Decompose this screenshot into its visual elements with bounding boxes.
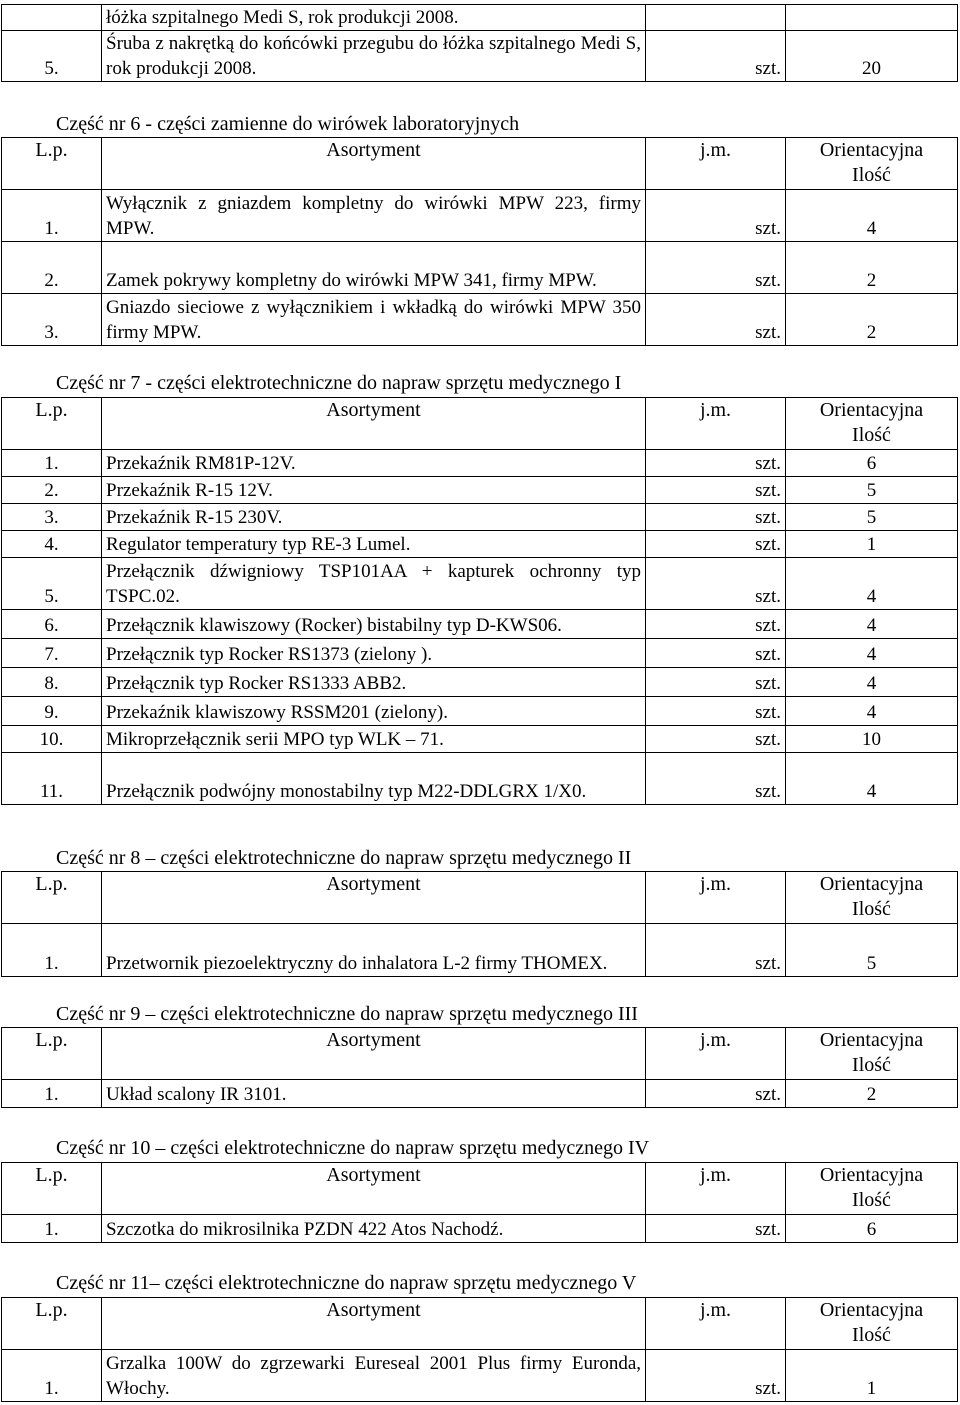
item-quantity: 5 [786,477,958,504]
item-description: Przekaźnik R-15 230V. [102,504,646,531]
table-header-row [2,1163,958,1215]
header-lp: L.p. [2,872,102,924]
table-header-row [2,398,958,450]
item-quantity: 6 [786,450,958,477]
item-unit: szt. [646,31,786,82]
item-quantity: 4 [786,190,958,242]
item-number: 6. [2,610,102,639]
item-description: Przetwornik piezoelektryczny do inhalatora L-2 firmy THOMEX. [102,924,646,977]
section-title: Część nr 7 - części elektrotechniczne do napraw sprzętu medycznego I [56,372,622,394]
header-quantity-line2: Ilość [852,1324,891,1346]
item-quantity: 4 [786,610,958,639]
item-quantity: 6 [786,1215,958,1243]
section-title: Część nr 10 – części elektrotechniczne do napraw sprzętu medycznego IV [56,1137,650,1159]
item-description: Gniazdo sieciowe z wyłącznikiem i wkładką do wirówki MPW 350 firmy MPW. [102,294,646,346]
header-quantity [786,398,958,450]
item-description: Grzalka 100W do zgrzewarki Eureseal 2001 Plus firmy Euronda, Włochy. [102,1350,646,1402]
item-unit: szt. [646,190,786,242]
item-number: 7. [2,639,102,668]
item-quantity: 4 [786,639,958,668]
item-number: 8. [2,668,102,697]
header-lp: L.p. [2,1163,102,1215]
header-asortyment: Asortyment [102,138,646,190]
item-quantity: 10 [786,726,958,753]
header-quantity-line1: Orientacyjna [819,399,924,421]
item-number: 2. [2,242,102,294]
item-unit: szt. [646,558,786,610]
header-asortyment: Asortyment [102,1298,646,1350]
item-quantity: 4 [786,753,958,805]
item-number: 1. [2,924,102,977]
item-unit: szt. [646,726,786,753]
item-unit: szt. [646,531,786,558]
header-quantity [786,1028,958,1080]
section-table [1,871,958,977]
table-header-row [2,1028,958,1080]
section-title: Część nr 6 - części zamienne do wirówek laboratoryjnych [56,113,520,135]
item-quantity: 2 [786,1080,958,1108]
header-quantity [786,1298,958,1350]
item-number: 1. [2,1350,102,1402]
header-quantity [786,138,958,190]
table-row [2,639,958,668]
item-number: 1. [2,1215,102,1243]
item-quantity: 20 [786,31,958,82]
table-row [2,668,958,697]
item-quantity: 2 [786,294,958,346]
item-unit: szt. [646,697,786,726]
continuation-table [1,4,958,82]
item-number: 5. [2,558,102,610]
item-unit: szt. [646,477,786,504]
header-quantity-line1: Orientacyjna [819,1164,924,1186]
item-unit: szt. [646,450,786,477]
item-description: Przełącznik podwójny monostabilny typ M22-DDLGRX 1/X0. [102,753,646,805]
item-number: 9. [2,697,102,726]
table-header-row [2,872,958,924]
item-unit: szt. [646,924,786,977]
header-quantity-line2: Ilość [852,424,891,446]
header-lp: L.p. [2,1028,102,1080]
item-unit: szt. [646,668,786,697]
item-number: 2. [2,477,102,504]
item-unit: szt. [646,504,786,531]
table-row [2,697,958,726]
table-row [2,1215,958,1243]
header-lp: L.p. [2,138,102,190]
item-unit: szt. [646,294,786,346]
table-header-row [2,138,958,190]
item-quantity: 5 [786,924,958,977]
item-description: Przełącznik dźwigniowy TSP101AA + kapturek ochronny typ TSPC.02. [102,558,646,610]
item-number: 11. [2,753,102,805]
header-quantity-line2: Ilość [852,1189,891,1211]
item-number: 4. [2,531,102,558]
item-number: 1. [2,1080,102,1108]
header-asortyment: Asortyment [102,872,646,924]
header-jm: j.m. [646,1028,786,1080]
item-quantity: 4 [786,697,958,726]
item-description: Regulator temperatury typ RE-3 Lumel. [102,531,646,558]
header-quantity-line1: Orientacyjna [819,1029,924,1051]
item-description: łóżka szpitalnego Medi S, rok produkcji 2008. [102,5,646,31]
item-unit [646,5,786,31]
table-row [2,924,958,977]
header-asortyment: Asortyment [102,1028,646,1080]
table-row [2,190,958,242]
item-unit: szt. [646,610,786,639]
table-row [2,558,958,610]
header-jm: j.m. [646,1163,786,1215]
header-lp: L.p. [2,398,102,450]
item-description: Zamek pokrywy kompletny do wirówki MPW 341, firmy MPW. [102,242,646,294]
header-quantity-line2: Ilość [852,898,891,920]
header-jm: j.m. [646,398,786,450]
table-row [2,726,958,753]
item-quantity: 1 [786,531,958,558]
section-title: Część nr 11– części elektrotechniczne do napraw sprzętu medycznego V [56,1272,637,1294]
header-quantity-line2: Ilość [852,164,891,186]
item-description: Przełącznik klawiszowy (Rocker) bistabilny typ D-KWS06. [102,610,646,639]
item-description: Przełącznik typ Rocker RS1333 ABB2. [102,668,646,697]
section-title: Część nr 9 – części elektrotechniczne do napraw sprzętu medycznego III [56,1003,638,1025]
item-description: Układ scalony IR 3101. [102,1080,646,1108]
header-quantity-line1: Orientacyjna [819,1299,924,1321]
table-row [2,753,958,805]
section-table [1,1027,958,1108]
item-description: Przełącznik typ Rocker RS1373 (zielony ). [102,639,646,668]
table-row [2,504,958,531]
item-unit: szt. [646,1350,786,1402]
item-description: Przekaźnik RM81P-12V. [102,450,646,477]
table-row [2,242,958,294]
item-quantity: 1 [786,1350,958,1402]
table-row [2,610,958,639]
table-row [2,477,958,504]
item-description: Śruba z nakrętką do końcówki przegubu do łóżka szpitalnego Medi S, rok produkcji 2008. [102,31,646,82]
table-row [2,294,958,346]
item-number: 3. [2,294,102,346]
item-quantity: 4 [786,668,958,697]
table-row [2,531,958,558]
table-header-row [2,1298,958,1350]
item-unit: szt. [646,1080,786,1108]
item-unit: szt. [646,639,786,668]
table-row [2,31,958,82]
table-row [2,1080,958,1108]
item-description: Wyłącznik z gniazdem kompletny do wirówki MPW 223, firmy MPW. [102,190,646,242]
header-quantity-line1: Orientacyjna [819,139,924,161]
section-table [1,397,958,805]
section-title: Część nr 8 – części elektrotechniczne do napraw sprzętu medycznego II [56,847,632,869]
item-unit: szt. [646,753,786,805]
table-row [2,5,958,31]
item-quantity [786,5,958,31]
item-number: 1. [2,450,102,477]
item-description: Szczotka do mikrosilnika PZDN 422 Atos Nachodź. [102,1215,646,1243]
table-row [2,1350,958,1402]
section-table [1,1162,958,1243]
item-description: Mikroprzełącznik serii MPO typ WLK – 71. [102,726,646,753]
item-number: 3. [2,504,102,531]
item-quantity: 5 [786,504,958,531]
header-jm: j.m. [646,138,786,190]
header-quantity-line2: Ilość [852,1054,891,1076]
header-asortyment: Asortyment [102,1163,646,1215]
item-description: Przekaźnik R-15 12V. [102,477,646,504]
header-quantity-line1: Orientacyjna [819,873,924,895]
table-row [2,450,958,477]
item-number: 1. [2,190,102,242]
item-number [2,5,102,31]
header-jm: j.m. [646,1298,786,1350]
header-jm: j.m. [646,872,786,924]
header-quantity [786,1163,958,1215]
header-asortyment: Asortyment [102,398,646,450]
item-number: 10. [2,726,102,753]
item-number: 5. [2,31,102,82]
header-lp: L.p. [2,1298,102,1350]
item-description: Przekaźnik klawiszowy RSSM201 (zielony). [102,697,646,726]
header-quantity [786,872,958,924]
item-unit: szt. [646,242,786,294]
item-quantity: 2 [786,242,958,294]
item-quantity: 4 [786,558,958,610]
section-table [1,137,958,346]
item-unit: szt. [646,1215,786,1243]
section-table [1,1297,958,1402]
